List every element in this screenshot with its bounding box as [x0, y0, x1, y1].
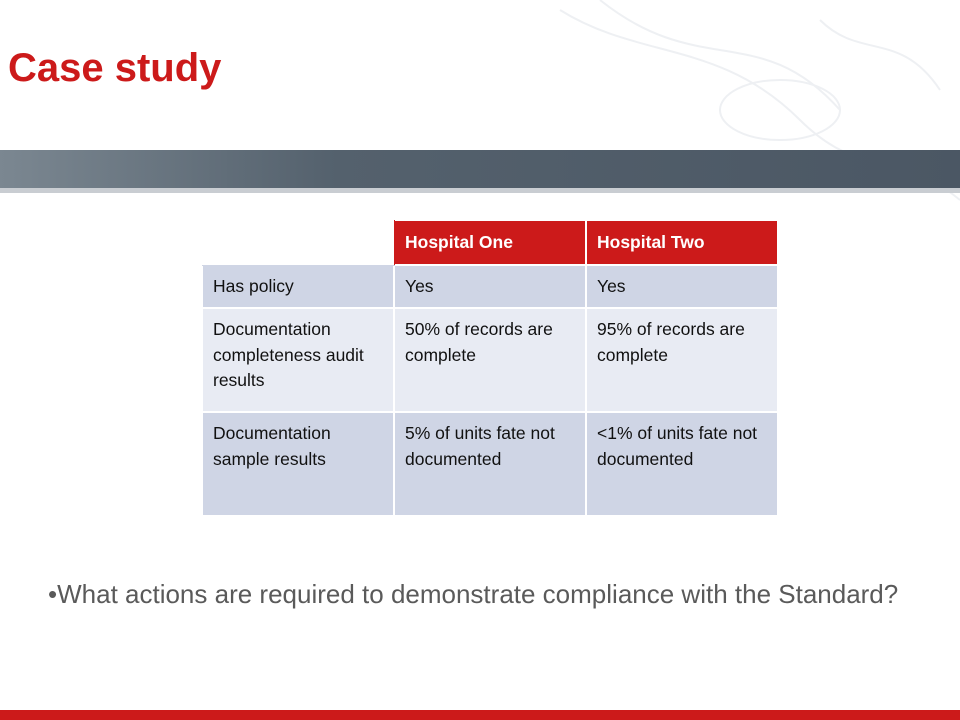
- table-cell-label: Documentation sample results: [202, 412, 394, 516]
- footer-bar: [0, 710, 960, 720]
- table-cell: 50% of records are complete: [394, 308, 586, 412]
- table-cell: <1% of units fate not documented: [586, 412, 778, 516]
- table-header-empty: [202, 220, 394, 265]
- table-cell: 5% of units fate not documented: [394, 412, 586, 516]
- question-bullet: •What actions are required to demonstrate compliance with the Standard?: [48, 579, 899, 609]
- slide-title: Case study: [8, 46, 222, 90]
- table-header-hospital-two: Hospital Two: [586, 220, 778, 265]
- table-row: [202, 308, 778, 412]
- table-cell-label: Has policy: [202, 265, 394, 308]
- table-row: [202, 412, 778, 516]
- table-header-hospital-one: Hospital One: [394, 220, 586, 265]
- table-row: [202, 265, 778, 308]
- table-header-row: [202, 220, 778, 265]
- table-cell-label: Documentation completeness audit results: [202, 308, 394, 412]
- header-banner: [0, 150, 960, 188]
- table-cell: 95% of records are complete: [586, 308, 778, 412]
- table-cell: Yes: [394, 265, 586, 308]
- comparison-table: [201, 219, 779, 517]
- banner-underline: [0, 188, 960, 193]
- table-cell: Yes: [586, 265, 778, 308]
